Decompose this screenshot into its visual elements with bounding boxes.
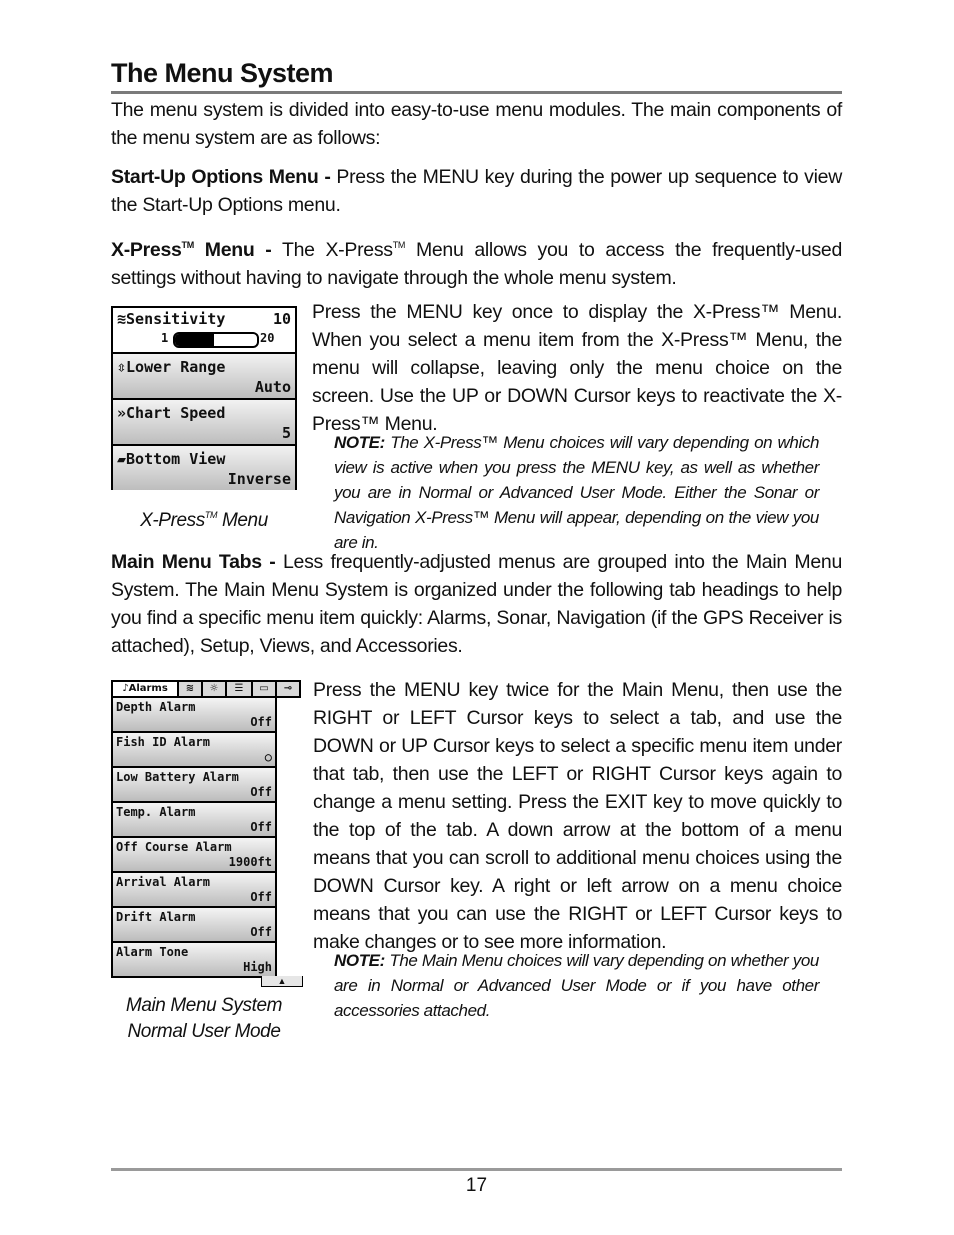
menu-item-fish-id-alarm[interactable]: Fish ID Alarm ○ — [113, 733, 275, 768]
chart-speed-icon: » — [117, 404, 127, 422]
accessories-tab-icon: ⊸ — [283, 683, 293, 694]
xpress-description: Press the MENU key once to display the X-Press™ Menu. When you select a menu item from the X-Press™ Menu, the menu will collapse, leaving only the menu choice on the screen. Use the UP or DOWN Cursor keys to reactivate the X-Press™ Menu. — [312, 301, 842, 435]
xpress-item-lower-range[interactable]: ⇳Lower Range Auto — [113, 354, 295, 400]
menu-item-temp-alarm[interactable]: Temp. Alarm Off — [113, 803, 275, 838]
sensitivity-value: 10 — [272, 310, 291, 328]
navigation-tab-icon: ☰ — [234, 683, 244, 694]
tab-navigation[interactable] — [227, 682, 251, 696]
tab-accessories[interactable] — [277, 682, 299, 696]
xpress-label: X-Press™ Menu - — [111, 239, 272, 261]
xpress-note: NOTE: The X-Press™ Menu choices will vary depending on which view is active when you press the MENU key, as well as whether you are in Normal or Advanced User Mode. Either the Sonar or Navigation X-Press™ Menu will appear, depending on the view you are in. — [334, 433, 819, 552]
xpress-item-sensitivity[interactable]: ≋Sensitivity 10 1 20 — [113, 308, 295, 354]
range-icon: ⇳ — [117, 358, 127, 376]
main-menu-figure — [111, 680, 301, 990]
xpress-text: The X-Press™ Menu allows you to access the frequently-used settings without having to navigate through the whole menu system. — [111, 239, 843, 289]
xpress-item-chart-speed[interactable]: »Chart Speed 5 — [113, 400, 295, 446]
chart-speed-value: 5 — [281, 424, 291, 442]
main-menu-description: Press the MENU key twice for the Main Menu, then use the RIGHT or LEFT Cursor keys to select a tab, and use the DOWN or UP Cursor keys to select a specific menu item under that tab, then use the LEFT or RIGHT Cursor keys again to change a menu setting. Press the EXIT key to move quickly to the top of the tab. A down arrow at the bottom of a menu means that you can scroll to additional menu choices using the DOWN Cursor key. A right or left arrow on a menu choice means that you can use the RIGHT or LEFT Cursor keys to make changes or to see more information. — [313, 679, 842, 953]
footer-rule — [111, 1168, 842, 1171]
tab-sonar[interactable] — [179, 682, 201, 696]
bottom-view-value: Inverse — [227, 470, 291, 488]
title-rule — [111, 91, 842, 94]
menu-item-drift-alarm[interactable]: Drift Alarm Off — [113, 908, 275, 943]
setup-tab-icon: ☼ — [209, 683, 219, 694]
views-tab-icon: ▭ — [259, 683, 269, 694]
sensitivity-slider[interactable] — [173, 332, 259, 348]
menu-item-depth-alarm[interactable]: Depth Alarm Off — [113, 698, 275, 733]
lower-range-value: Auto — [254, 378, 291, 396]
main-menu-list — [111, 698, 277, 978]
startup-paragraph — [111, 163, 842, 219]
main-menu-caption: Main Menu System Normal User Mode — [125, 995, 283, 1042]
page-number: 17 — [465, 1175, 488, 1196]
bottom-view-icon: ▰ — [117, 450, 127, 468]
tab-views[interactable] — [253, 682, 275, 696]
main-tabs-text: Less frequently-adjusted menus are grouped into the Main Menu System. The Main Menu System is organized under the following tab headings to help you find a specific menu item quickly: Alarms, Sonar, Navigation (if the GPS Receiver is attached), Setup, Views, and Accessories. — [111, 551, 843, 657]
main-tabs-paragraph — [111, 548, 842, 660]
startup-label: Start-Up Options Menu - — [111, 166, 331, 188]
startup-text: Press the MENU key during the power up sequence to view the Start-Up Options menu. — [111, 166, 842, 216]
slider-max: 20 — [260, 331, 275, 345]
sonar-tab-icon: ≋ — [185, 683, 195, 694]
main-tabs-label: Main Menu Tabs - — [111, 551, 276, 573]
slider-min: 1 — [161, 331, 169, 345]
xpress-item-bottom-view[interactable]: ▰Bottom View Inverse — [113, 446, 295, 490]
xpress-paragraph — [111, 231, 842, 292]
scroll-arrow-icon[interactable]: ▲ — [261, 976, 303, 987]
tab-setup[interactable] — [203, 682, 225, 696]
menu-item-alarm-tone[interactable]: Alarm Tone High — [113, 943, 275, 976]
main-menu-note: NOTE: The Main Menu choices will vary depending on whether you are in Normal or Advanced User Mode or if you have other accessories attached. — [334, 951, 819, 1020]
intro-paragraph: The menu system is divided into easy-to-use menu modules. The main components of the menu system are as follows: — [111, 99, 842, 149]
main-menu-tabs — [111, 680, 301, 698]
xpress-menu-figure — [111, 306, 297, 490]
menu-item-arrival-alarm[interactable]: Arrival Alarm Off — [113, 873, 275, 908]
xpress-caption: X-Press™ Menu — [140, 510, 268, 531]
sensitivity-icon: ≋ — [117, 310, 127, 328]
alarm-bell-icon: ♪ — [122, 683, 129, 694]
menu-item-off-course-alarm[interactable]: Off Course Alarm 1900ft — [113, 838, 275, 873]
fish-id-icon: ○ — [264, 750, 272, 764]
menu-item-low-battery-alarm[interactable]: Low Battery Alarm Off — [113, 768, 275, 803]
slider-fill — [175, 334, 214, 346]
tab-alarms[interactable]: ♪Alarms — [113, 682, 177, 696]
page-title: The Menu System — [111, 58, 334, 88]
